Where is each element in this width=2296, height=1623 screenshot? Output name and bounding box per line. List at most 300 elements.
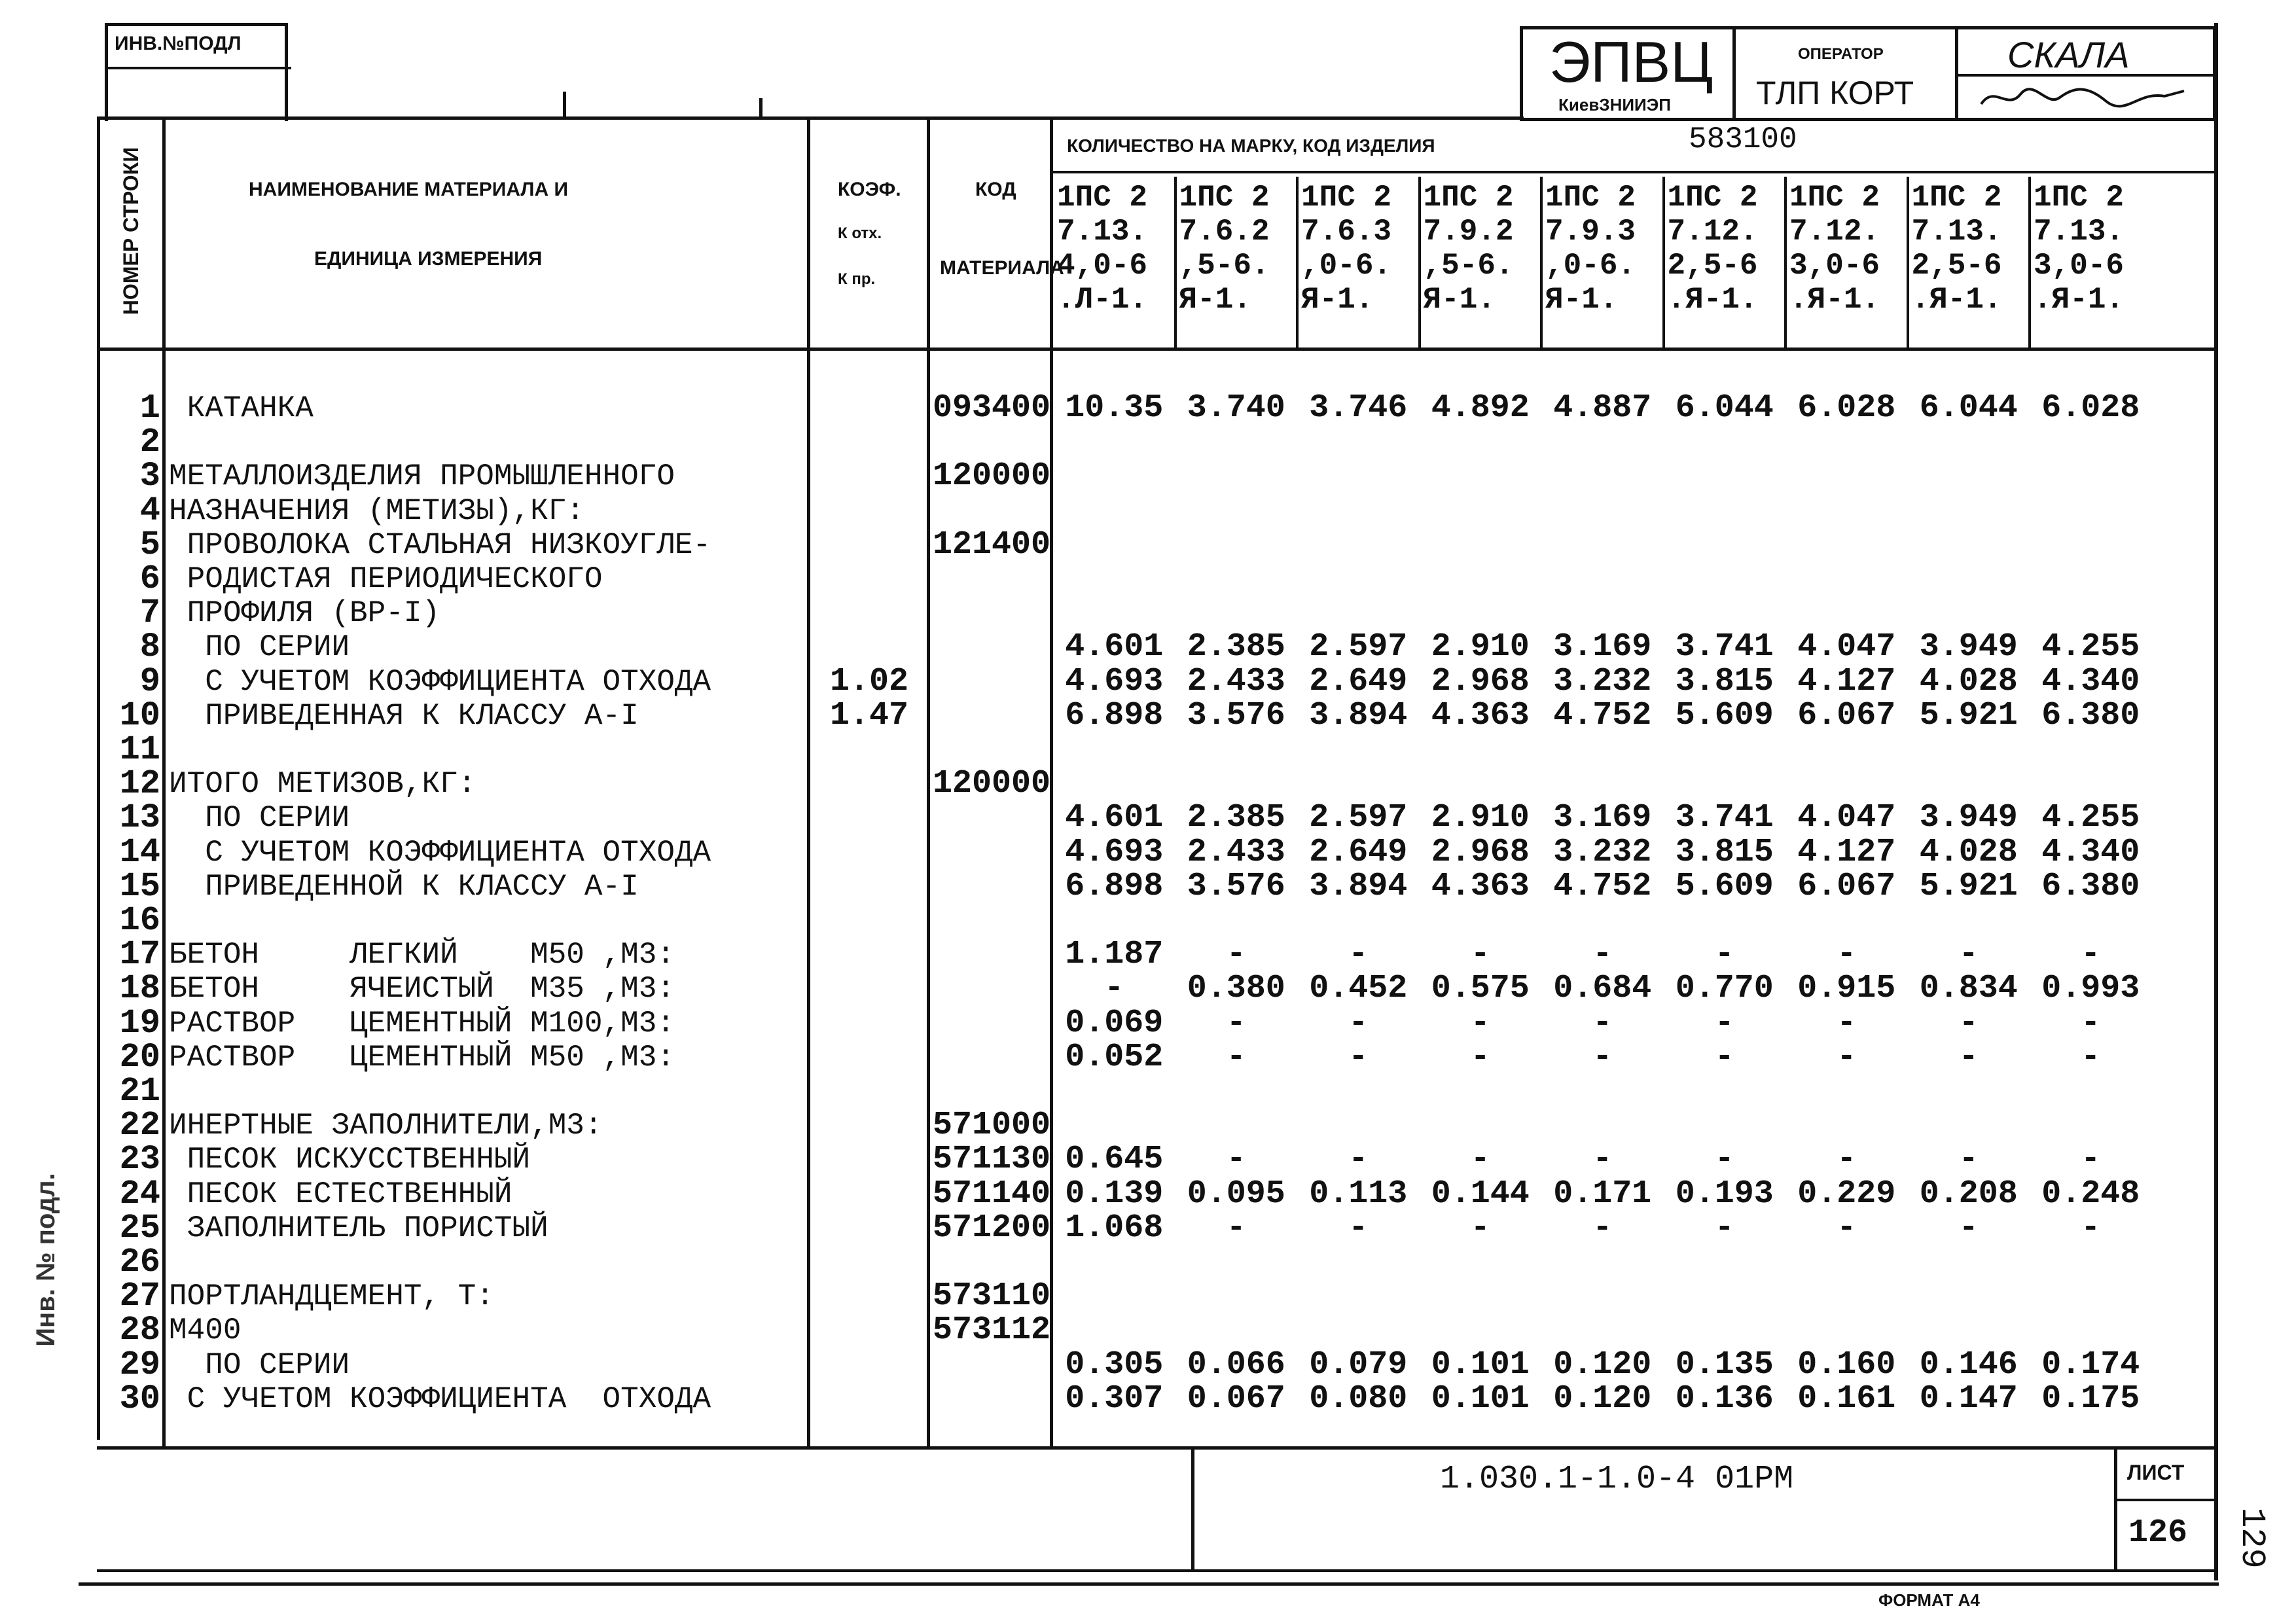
quantity-value: 2.597 bbox=[1309, 799, 1408, 836]
quantity-value: 4.887 bbox=[1553, 389, 1652, 427]
quantity-value: 2.433 bbox=[1187, 834, 1285, 871]
table-row bbox=[0, 662, 2296, 701]
quantity-value: 0.174 bbox=[2041, 1346, 2140, 1383]
table-row bbox=[0, 1348, 2296, 1383]
quantity-value: 4.693 bbox=[1065, 834, 1164, 871]
tick-1 bbox=[563, 92, 566, 118]
frame-bottom bbox=[79, 1582, 2219, 1586]
quantity-value: - bbox=[1348, 1141, 1369, 1178]
row-number: 4 bbox=[139, 491, 160, 530]
column-header-line: ,5-6. bbox=[1423, 249, 1514, 283]
row-number: 2 bbox=[139, 423, 160, 461]
table-row bbox=[0, 1245, 2296, 1281]
table-row bbox=[0, 1177, 2296, 1213]
material-name: ПЕСОК ИСКУССТВЕННЫЙ bbox=[169, 1143, 531, 1177]
row-number: 17 bbox=[119, 935, 160, 974]
material-name: ЗАПОЛНИТЕЛЬ ПОРИСТЫЙ bbox=[169, 1211, 548, 1245]
quantity-value: 2.910 bbox=[1431, 799, 1530, 836]
quantity-value: - bbox=[2081, 936, 2101, 973]
column-header-line: .Я-1. bbox=[1667, 283, 1758, 317]
column-header-line: Я-1. bbox=[1545, 283, 1618, 317]
quantity-value: 6.380 bbox=[2041, 697, 2140, 734]
material-name: КАТАНКА bbox=[169, 391, 314, 425]
coefficient: 1.02 bbox=[829, 663, 909, 700]
quantity-value: 3.232 bbox=[1553, 834, 1652, 871]
format-label: ФОРМАТ А4 bbox=[1878, 1590, 1980, 1610]
material-name: ПРИВЕДЕННОЙ К КЛАССУ А-I bbox=[169, 870, 639, 904]
table-row bbox=[0, 1140, 2296, 1179]
quantity-value: 4.601 bbox=[1065, 799, 1164, 836]
material-name: РАСТВОР ЦЕМЕНТНЫЙ М50 ,М3: bbox=[169, 1041, 675, 1075]
row-number: 25 bbox=[119, 1209, 160, 1247]
row-number: 19 bbox=[119, 1004, 160, 1043]
material-name: МЕТАЛЛОИЗДЕЛИЯ ПРОМЫШЛЕННОГО bbox=[169, 459, 675, 493]
table-row bbox=[0, 1211, 2296, 1247]
quantity-value: 2.968 bbox=[1431, 663, 1530, 700]
quantity-value: 3.169 bbox=[1553, 628, 1652, 666]
quantity-value: 6.028 bbox=[2041, 389, 2140, 427]
quantity-value: 3.740 bbox=[1187, 389, 1285, 427]
quantity-value: - bbox=[1837, 936, 1857, 973]
table-row bbox=[0, 935, 2296, 974]
material-name: РАСТВОР ЦЕМЕНТНЫЙ М100,М3: bbox=[169, 1007, 675, 1041]
column-header-line: 1ПС 2 bbox=[1789, 181, 1880, 215]
quantity-value: 0.066 bbox=[1187, 1346, 1285, 1383]
quantity-value: - bbox=[1226, 1005, 1246, 1042]
row-number: 1 bbox=[139, 389, 160, 427]
quantity-value: 5.921 bbox=[1919, 697, 2018, 734]
quantity-value: 0.146 bbox=[1919, 1346, 2018, 1383]
material-name: С УЧЕТОМ КОЭФФИЦИЕНТА ОТХОДА bbox=[169, 1382, 711, 1416]
quantity-value: 0.135 bbox=[1675, 1346, 1774, 1383]
material-code: 571000 bbox=[932, 1107, 1051, 1144]
quantity-value: 6.028 bbox=[1797, 389, 1896, 427]
quantity-value: 4.752 bbox=[1553, 697, 1652, 734]
table-row bbox=[0, 528, 2296, 563]
coef-header-line3: К пр. bbox=[838, 270, 876, 288]
quantity-value: - bbox=[2081, 1141, 2101, 1178]
row-number: 8 bbox=[139, 628, 160, 666]
quantity-value: - bbox=[1592, 1141, 1613, 1178]
table-row bbox=[0, 1382, 2296, 1418]
material-name: РОДИСТАЯ ПЕРИОДИЧЕСКОГО bbox=[169, 562, 603, 596]
material-name: ПО СЕРИИ bbox=[169, 1348, 350, 1382]
material-code: 573110 bbox=[932, 1277, 1051, 1315]
quantity-value: 0.120 bbox=[1553, 1380, 1652, 1418]
quantity-value: - bbox=[1226, 1141, 1246, 1178]
column-header-line: 2,5-6 bbox=[1667, 249, 1758, 283]
quantity-value: - bbox=[1958, 1005, 1979, 1042]
quantity-value: - bbox=[2081, 1039, 2101, 1076]
quantity-value: - bbox=[1226, 1039, 1246, 1076]
material-name: ПРОФИЛЯ (ВР-I) bbox=[169, 596, 440, 630]
column-separator bbox=[1174, 177, 1177, 348]
quantity-value: 4.363 bbox=[1431, 697, 1530, 734]
material-name: ПО СЕРИИ bbox=[169, 630, 350, 664]
row-number: 6 bbox=[139, 560, 160, 598]
quantity-value: - bbox=[1348, 936, 1369, 973]
column-header-line: 1ПС 2 bbox=[1301, 181, 1392, 215]
material-code: 120000 bbox=[932, 457, 1051, 495]
quantity-value: 0.160 bbox=[1797, 1346, 1896, 1383]
quantity-value: 3.741 bbox=[1675, 799, 1774, 836]
table-row bbox=[0, 1072, 2296, 1111]
material-name: С УЧЕТОМ КОЭФФИЦИЕНТА ОТХОДА bbox=[169, 836, 711, 870]
quantity-value: - bbox=[1714, 936, 1734, 973]
column-header bbox=[1664, 177, 1786, 348]
row-number: 11 bbox=[119, 730, 160, 769]
column-header-line: 1ПС 2 bbox=[1545, 181, 1636, 215]
tick-2 bbox=[759, 98, 762, 118]
column-header bbox=[1420, 177, 1542, 348]
row-number: 24 bbox=[119, 1175, 160, 1213]
quantity-value: 0.193 bbox=[1675, 1175, 1774, 1213]
quantity-value: 0.139 bbox=[1065, 1175, 1164, 1213]
column-header-line: 3,0-6 bbox=[1789, 249, 1880, 283]
material-name: ИНЕРТНЫЕ ЗАПОЛНИТЕЛИ,М3: bbox=[169, 1109, 603, 1143]
quantity-value: 0.161 bbox=[1797, 1380, 1896, 1418]
quantity-value: 1.187 bbox=[1065, 936, 1164, 973]
row-number: 13 bbox=[119, 798, 160, 837]
material-code: 120000 bbox=[932, 765, 1051, 802]
column-header-line: 1ПС 2 bbox=[1423, 181, 1514, 215]
row-number: 30 bbox=[119, 1380, 160, 1418]
table-row bbox=[0, 596, 2296, 632]
quantity-value: 0.770 bbox=[1675, 970, 1774, 1007]
column-header-line: .Я-1. bbox=[2034, 283, 2125, 317]
quantity-value: 6.898 bbox=[1065, 697, 1164, 734]
quantity-value: 4.047 bbox=[1797, 628, 1896, 666]
quantity-value: 2.649 bbox=[1309, 834, 1408, 871]
quantity-value: 0.452 bbox=[1309, 970, 1408, 1007]
table-row bbox=[0, 1038, 2296, 1077]
column-header-line: Я-1. bbox=[1423, 283, 1496, 317]
column-header bbox=[1175, 177, 1298, 348]
table-row bbox=[0, 562, 2296, 597]
column-header-line: 1ПС 2 bbox=[1911, 181, 2002, 215]
quantity-value: 3.949 bbox=[1919, 628, 2018, 666]
quantity-value: 3.815 bbox=[1675, 663, 1774, 700]
column-header-line: 7.9.3 bbox=[1545, 215, 1636, 249]
quantity-value: 6.380 bbox=[2041, 868, 2140, 905]
row-number: 14 bbox=[119, 833, 160, 872]
material-name: ПРОВОЛОКА СТАЛЬНАЯ НИЗКОУГЛЕ- bbox=[169, 528, 711, 562]
column-header-line: 7.13. bbox=[1911, 215, 2002, 249]
sheet-number: 126 bbox=[2128, 1514, 2188, 1552]
quantity-value: - bbox=[1958, 1039, 1979, 1076]
quantity-value: 0.113 bbox=[1309, 1175, 1408, 1213]
material-name: ПРИВЕДЕННАЯ К КЛАССУ А-I bbox=[169, 699, 639, 733]
quantity-value: - bbox=[1958, 1209, 1979, 1247]
quantity-value: 5.921 bbox=[1919, 868, 2018, 905]
quantity-value: - bbox=[2081, 1005, 2101, 1042]
quantity-value: 3.576 bbox=[1187, 868, 1285, 905]
column-header-line: ,0-6. bbox=[1301, 249, 1392, 283]
org-subname: КиевЗНИИЭП bbox=[1558, 95, 1671, 115]
material-name: С УЧЕТОМ КОЭФФИЦИЕНТА ОТХОДА bbox=[169, 665, 711, 699]
material-code: 571140 bbox=[932, 1175, 1051, 1213]
row-number: 18 bbox=[119, 969, 160, 1008]
coef-header-line1: КОЭФ. bbox=[838, 179, 901, 200]
column-separator bbox=[2028, 177, 2031, 348]
quantity-value: - bbox=[1837, 1141, 1857, 1178]
quantity-value: 0.079 bbox=[1309, 1346, 1408, 1383]
table-row bbox=[0, 867, 2296, 906]
column-header-line: 7.9.2 bbox=[1423, 215, 1514, 249]
quantity-value: 3.746 bbox=[1309, 389, 1408, 427]
row-number: 21 bbox=[119, 1072, 160, 1111]
table-row bbox=[0, 696, 2296, 735]
quantity-value: 0.120 bbox=[1553, 1346, 1652, 1383]
org-stamp bbox=[1520, 26, 2216, 121]
quantity-value: 0.575 bbox=[1431, 970, 1530, 1007]
page-number: 129 bbox=[2233, 1507, 2271, 1569]
quantity-value: 0.915 bbox=[1797, 970, 1896, 1007]
quantity-value: 3.949 bbox=[1919, 799, 2018, 836]
footer-divider bbox=[1191, 1446, 1194, 1571]
quantity-value: - bbox=[1348, 1209, 1369, 1247]
sheet-divider bbox=[2114, 1446, 2117, 1571]
quantity-value: 6.067 bbox=[1797, 697, 1896, 734]
column-separator bbox=[1296, 177, 1299, 348]
quantity-value: 10.35 bbox=[1065, 389, 1164, 427]
quantity-value: 0.993 bbox=[2041, 970, 2140, 1007]
quantity-value: 0.175 bbox=[2041, 1380, 2140, 1418]
material-name: ИТОГО МЕТИЗОВ,КГ: bbox=[169, 767, 476, 801]
code-header-line1: КОД bbox=[975, 179, 1016, 200]
quantity-value: 4.028 bbox=[1919, 663, 2018, 700]
quantity-value: - bbox=[1470, 1209, 1490, 1247]
quantity-value: 4.127 bbox=[1797, 663, 1896, 700]
quantity-value: 2.597 bbox=[1309, 628, 1408, 666]
quantity-value: 4.752 bbox=[1553, 868, 1652, 905]
column-header-line: 2,5-6 bbox=[1911, 249, 2002, 283]
material-header-line1: НАИМЕНОВАНИЕ МАТЕРИАЛА И bbox=[249, 179, 569, 200]
material-name: БЕТОН ЯЧЕИСТЫЙ М35 ,М3: bbox=[169, 972, 675, 1006]
material-code: 573112 bbox=[932, 1311, 1051, 1349]
row-number: 29 bbox=[119, 1346, 160, 1384]
quantity-value: 0.645 bbox=[1065, 1141, 1164, 1178]
row-number: 16 bbox=[119, 901, 160, 940]
material-name: ПО СЕРИИ bbox=[169, 801, 350, 835]
quantity-value: 2.385 bbox=[1187, 628, 1285, 666]
quantity-value: 0.380 bbox=[1187, 970, 1285, 1007]
column-header-line: 1ПС 2 bbox=[1057, 181, 1148, 215]
column-header-line: .Я-1. bbox=[1789, 283, 1880, 317]
quantity-value: 4.340 bbox=[2041, 834, 2140, 871]
column-header bbox=[1908, 177, 2030, 348]
column-header-line: 1ПС 2 bbox=[2034, 181, 2125, 215]
code-header-line2: МАТЕРИАЛА bbox=[940, 257, 1064, 279]
quantity-value: 0.080 bbox=[1309, 1380, 1408, 1418]
column-separator bbox=[1662, 177, 1665, 348]
column-header-line: 7.12. bbox=[1667, 215, 1758, 249]
material-code: 121400 bbox=[932, 526, 1051, 563]
quantity-header: КОЛИЧЕСТВО НА МАРКУ, КОД ИЗДЕЛИЯ bbox=[1067, 135, 1435, 156]
column-header-line: 1ПС 2 bbox=[1179, 181, 1270, 215]
table-row bbox=[0, 459, 2296, 495]
quantity-value: - bbox=[1348, 1039, 1369, 1076]
row-number: 28 bbox=[119, 1311, 160, 1349]
column-header-line: 7.6.2 bbox=[1179, 215, 1270, 249]
quantity-value: 0.136 bbox=[1675, 1380, 1774, 1418]
column-header-line: ,5-6. bbox=[1179, 249, 1270, 283]
quantity-value: 0.229 bbox=[1797, 1175, 1896, 1213]
org-name: ЭПВЦ bbox=[1549, 29, 1713, 94]
quantity-value: - bbox=[1592, 1039, 1613, 1076]
table-row bbox=[0, 1004, 2296, 1043]
column-header bbox=[1297, 177, 1420, 348]
quantity-value: - bbox=[1592, 936, 1613, 973]
inventory-stamp bbox=[105, 23, 288, 121]
quantity-value: - bbox=[1470, 1039, 1490, 1076]
frame-bottom-inner bbox=[97, 1569, 2217, 1572]
column-header-line: 1ПС 2 bbox=[1667, 181, 1758, 215]
quantity-value: - bbox=[1470, 936, 1490, 973]
quantity-value: 3.894 bbox=[1309, 868, 1408, 905]
column-header-line: 7.12. bbox=[1789, 215, 1880, 249]
column-separator bbox=[1418, 177, 1421, 348]
operator-name: ТЛП КОРТ bbox=[1756, 75, 1914, 111]
quantity-value: 4.693 bbox=[1065, 663, 1164, 700]
quantity-value: 4.028 bbox=[1919, 834, 2018, 871]
row-number: 26 bbox=[119, 1243, 160, 1281]
quantity-value: 4.047 bbox=[1797, 799, 1896, 836]
material-name: НАЗНАЧЕНИЯ (МЕТИЗЫ),КГ: bbox=[169, 494, 584, 528]
quantity-value: 5.609 bbox=[1675, 868, 1774, 905]
table-row bbox=[0, 391, 2296, 427]
row-number: 7 bbox=[139, 594, 160, 632]
row-number: 3 bbox=[139, 457, 160, 495]
quantity-value: - bbox=[1470, 1005, 1490, 1042]
margin-inventory-text: Инв. № подл. bbox=[31, 1173, 60, 1347]
quantity-value: 0.101 bbox=[1431, 1346, 1530, 1383]
quantity-value: 6.044 bbox=[1675, 389, 1774, 427]
row-number: 10 bbox=[119, 696, 160, 735]
quantity-value: 3.741 bbox=[1675, 628, 1774, 666]
table-row bbox=[0, 764, 2296, 803]
column-header-line: .Л-1. bbox=[1057, 283, 1148, 317]
column-header-line: Я-1. bbox=[1301, 283, 1374, 317]
column-separator bbox=[1540, 177, 1543, 348]
coef-header-line2: К отх. bbox=[838, 224, 882, 242]
table-row bbox=[0, 798, 2296, 837]
column-header-line: 7.6.3 bbox=[1301, 215, 1392, 249]
quantity-value: 2.910 bbox=[1431, 628, 1530, 666]
table-row bbox=[0, 425, 2296, 461]
table-row bbox=[0, 1106, 2296, 1145]
quantity-value: 1.068 bbox=[1065, 1209, 1164, 1247]
material-name: БЕТОН ЛЕГКИЙ М50 ,М3: bbox=[169, 938, 675, 972]
quantity-value: 6.067 bbox=[1797, 868, 1896, 905]
quantity-value: 0.095 bbox=[1187, 1175, 1285, 1213]
row-number: 23 bbox=[119, 1140, 160, 1179]
table-row bbox=[0, 969, 2296, 1008]
quantity-value: 5.609 bbox=[1675, 697, 1774, 734]
quantity-value: - bbox=[1837, 1209, 1857, 1247]
column-header-line: 7.13. bbox=[2034, 215, 2125, 249]
footer-top-rule bbox=[97, 1446, 2217, 1450]
quantity-value: 6.898 bbox=[1065, 868, 1164, 905]
quantity-value: 4.255 bbox=[2041, 628, 2140, 666]
quantity-value: 4.601 bbox=[1065, 628, 1164, 666]
table-row bbox=[0, 1313, 2296, 1349]
row-number: 22 bbox=[119, 1106, 160, 1145]
quantity-value: - bbox=[1714, 1209, 1734, 1247]
quantity-value: 0.684 bbox=[1553, 970, 1652, 1007]
table-row bbox=[0, 491, 2296, 530]
row-number: 12 bbox=[119, 764, 160, 803]
quantity-value: - bbox=[1470, 1141, 1490, 1178]
quantity-value: - bbox=[1958, 1141, 1979, 1178]
document-code: 1.030.1-1.0-4 01РМ bbox=[1440, 1461, 1794, 1498]
material-header-line2: ЕДИНИЦА ИЗМЕРЕНИЯ bbox=[314, 248, 543, 270]
quantity-value: 4.340 bbox=[2041, 663, 2140, 700]
table-row bbox=[0, 630, 2296, 666]
quantity-value: 0.147 bbox=[1919, 1380, 2018, 1418]
material-code: 571200 bbox=[932, 1209, 1051, 1247]
quantity-value: 0.171 bbox=[1553, 1175, 1652, 1213]
quantity-value: 4.363 bbox=[1431, 868, 1530, 905]
quantity-value: - bbox=[1104, 970, 1124, 1007]
quantity-value: - bbox=[1714, 1039, 1734, 1076]
quantity-value: 0.144 bbox=[1431, 1175, 1530, 1213]
column-header-line: 4,0-6 bbox=[1057, 249, 1148, 283]
quantity-value: - bbox=[1714, 1005, 1734, 1042]
quantity-value: 3.232 bbox=[1553, 663, 1652, 700]
table-row bbox=[0, 1279, 2296, 1315]
operator-label: ОПЕРАТОР bbox=[1798, 45, 1884, 63]
material-code: 093400 bbox=[932, 389, 1051, 427]
quantity-value: 2.649 bbox=[1309, 663, 1408, 700]
row-number: 9 bbox=[139, 662, 160, 701]
quantity-value: - bbox=[1714, 1141, 1734, 1178]
column-header bbox=[1785, 177, 1908, 348]
row-number: 5 bbox=[139, 526, 160, 564]
quantity-value: 0.067 bbox=[1187, 1380, 1285, 1418]
column-header bbox=[1053, 177, 1175, 348]
quantity-value: 0.052 bbox=[1065, 1039, 1164, 1076]
quantity-value: - bbox=[1958, 936, 1979, 973]
product-code: 583100 bbox=[1689, 122, 1797, 156]
column-header bbox=[2030, 177, 2152, 348]
material-code: 571130 bbox=[932, 1141, 1051, 1178]
column-header-line: 3,0-6 bbox=[2034, 249, 2125, 283]
quantity-value: - bbox=[2081, 1209, 2101, 1247]
column-header-line: ,0-6. bbox=[1545, 249, 1636, 283]
quantity-value: 0.305 bbox=[1065, 1346, 1164, 1383]
quantity-value: 4.127 bbox=[1797, 834, 1896, 871]
quantity-value: 2.433 bbox=[1187, 663, 1285, 700]
table-row bbox=[0, 833, 2296, 872]
row-number-header: НОМЕР СТРОКИ bbox=[119, 147, 143, 315]
quantity-value: 0.834 bbox=[1919, 970, 2018, 1007]
column-header-line: .Я-1. bbox=[1911, 283, 2002, 317]
quantity-value: 0.208 bbox=[1919, 1175, 2018, 1213]
quantity-value: 3.576 bbox=[1187, 697, 1285, 734]
row-number: 15 bbox=[119, 867, 160, 906]
signature-icon bbox=[1975, 78, 2191, 117]
quantity-value: - bbox=[1592, 1209, 1613, 1247]
quantity-value: - bbox=[1348, 1005, 1369, 1042]
quantity-value: - bbox=[1837, 1039, 1857, 1076]
table-row bbox=[0, 901, 2296, 940]
material-name: ПОРТЛАНДЦЕМЕНТ, Т: bbox=[169, 1279, 494, 1313]
column-header-line: Я-1. bbox=[1179, 283, 1251, 317]
quantity-value: 4.892 bbox=[1431, 389, 1530, 427]
quantity-value: 2.968 bbox=[1431, 834, 1530, 871]
row-number: 20 bbox=[119, 1038, 160, 1077]
